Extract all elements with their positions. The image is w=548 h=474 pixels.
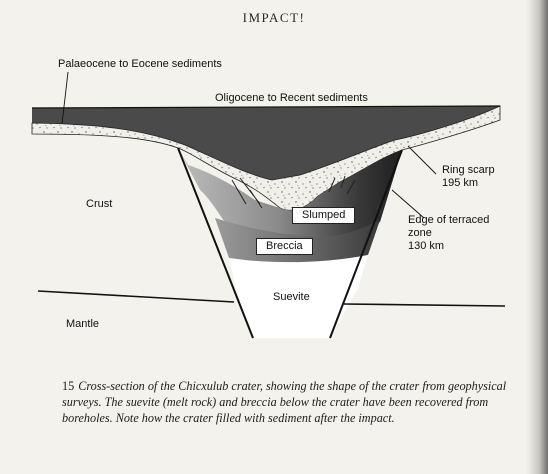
- caption-number: 15: [62, 379, 75, 393]
- label-ring-scarp: [442, 164, 495, 190]
- figure-caption: [62, 378, 518, 426]
- caption-text: Cross-section of the Chicxulub crater, showing the shape of the crater from geophysical surveys. The suevite (melt rock) and breccia below the crater have been recovered from boreholes. Note how the crater filled with sediment after the impact.: [62, 379, 507, 425]
- moho-line-left: [38, 291, 234, 302]
- ring-scarp-line1: Ring scarp: [442, 164, 495, 176]
- edge-terraced-line3: 130 km: [408, 240, 445, 252]
- label-oligocene: Oligocene to Recent sediments: [215, 92, 368, 104]
- label-breccia: Breccia: [256, 238, 313, 255]
- moho-line-right: [344, 304, 505, 306]
- label-slumped: Slumped: [292, 207, 355, 224]
- edge-terraced-line2: zone: [408, 227, 432, 239]
- label-palaeocene: Palaeocene to Eocene sediments: [58, 58, 222, 70]
- label-crust: Crust: [86, 198, 113, 210]
- running-head: IMPACT!: [242, 10, 306, 25]
- label-edge-terraced: [408, 214, 489, 253]
- label-mantle: Mantle: [66, 318, 100, 330]
- label-suevite: Suevite: [273, 291, 310, 303]
- ring-scarp-leader: [408, 146, 436, 174]
- ring-scarp-line2: 195 km: [442, 177, 479, 189]
- oligocene-layer: [32, 106, 500, 180]
- edge-terraced-line1: Edge of terraced: [408, 214, 490, 226]
